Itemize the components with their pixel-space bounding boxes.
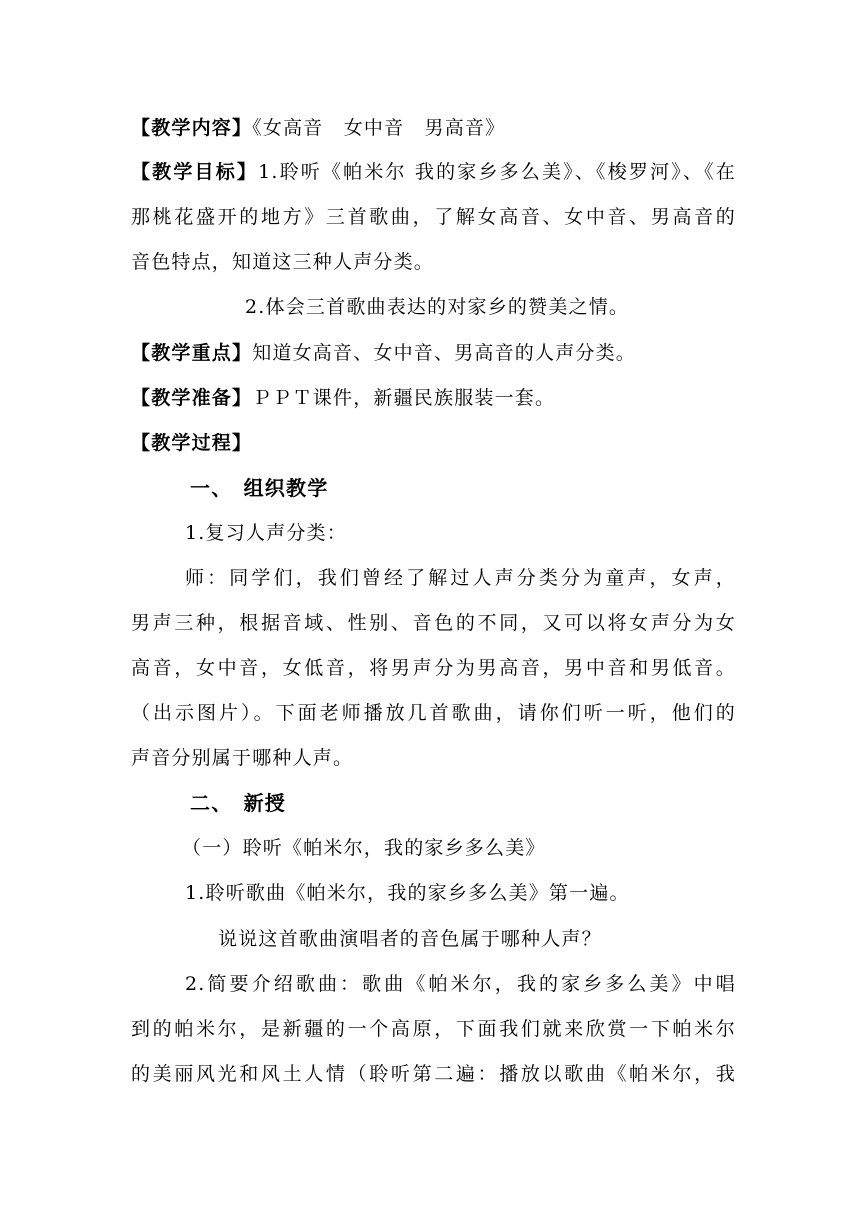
preparation-line: [131, 383, 736, 413]
section-2-question: 说说这首歌曲演唱者的音色属于哪种人声？: [218, 928, 602, 950]
teaching-process-label: 【教学过程】: [131, 432, 253, 454]
teaching-goals-line-2: 那桃花盛开的地方》三首歌曲，了解女高音、女中音、男高音的: [131, 206, 736, 228]
section-1-para-line-3: 高音，女中音，女低音，将男声分为男高音，男中音和男低音。: [131, 657, 736, 679]
section-2-heading: 二、 新授: [190, 791, 286, 815]
teaching-goals-line-1: [131, 157, 736, 187]
section-1-heading: 一、 组织教学: [190, 476, 329, 500]
key-point-text: 知道女高音、女中音、男高音的人声分类。: [252, 342, 637, 364]
teaching-goals-line-3: 音色特点，知道这三种人声分类。: [131, 251, 435, 273]
teaching-content-label: 【教学内容】: [131, 117, 253, 139]
teaching-goals-text-1: 1.聆听《帕米尔 我的家乡多么美》、《梭罗河》、《在: [258, 161, 737, 183]
section-2-item-2-line-2: 到的帕米尔，是新疆的一个高原，下面我们就来欣赏一下帕米尔: [131, 1018, 736, 1040]
preparation-label: 【教学准备】: [131, 387, 253, 409]
preparation-text: ＰＰＴ课件，新疆民族服装一套。: [252, 387, 556, 409]
section-1-para-line-4: （出示图片）。下面老师播放几首歌曲，请你们听一听，他们的: [131, 702, 736, 724]
section-2-item-1: 1.聆听歌曲《帕米尔，我的家乡多么美》第一遍。: [185, 882, 630, 904]
teaching-goals-label: 【教学目标】: [131, 161, 259, 183]
key-point-line: [131, 338, 736, 368]
section-1-para-line-2: 男声三种，根据音域、性别、音色的不同，又可以将女声分为女: [131, 612, 736, 634]
section-2-subheading-1: （一）聆听《帕米尔，我的家乡多么美》: [182, 837, 546, 859]
teaching-content-text: 《女高音 女中音 男高音》: [252, 117, 506, 139]
teaching-content-line: [131, 113, 736, 143]
section-2-item-2-line-1: 2.简要介绍歌曲：歌曲《帕米尔，我的家乡多么美》中唱: [185, 973, 736, 995]
section-1-para-line-1: 师：同学们，我们曾经了解过人声分类分为童声，女声，: [185, 567, 736, 589]
section-1-item-1: 1.复习人声分类：: [185, 522, 347, 544]
teaching-goals-line-4: 2.体会三首歌曲表达的对家乡的赞美之情。: [245, 296, 630, 318]
section-2-item-2-line-3: 的美丽风光和风土人情（聆听第二遍：播放以歌曲《帕米尔，我: [131, 1063, 736, 1085]
key-point-label: 【教学重点】: [131, 342, 253, 364]
section-1-para-line-5: 声音分别属于哪种人声。: [131, 747, 354, 769]
